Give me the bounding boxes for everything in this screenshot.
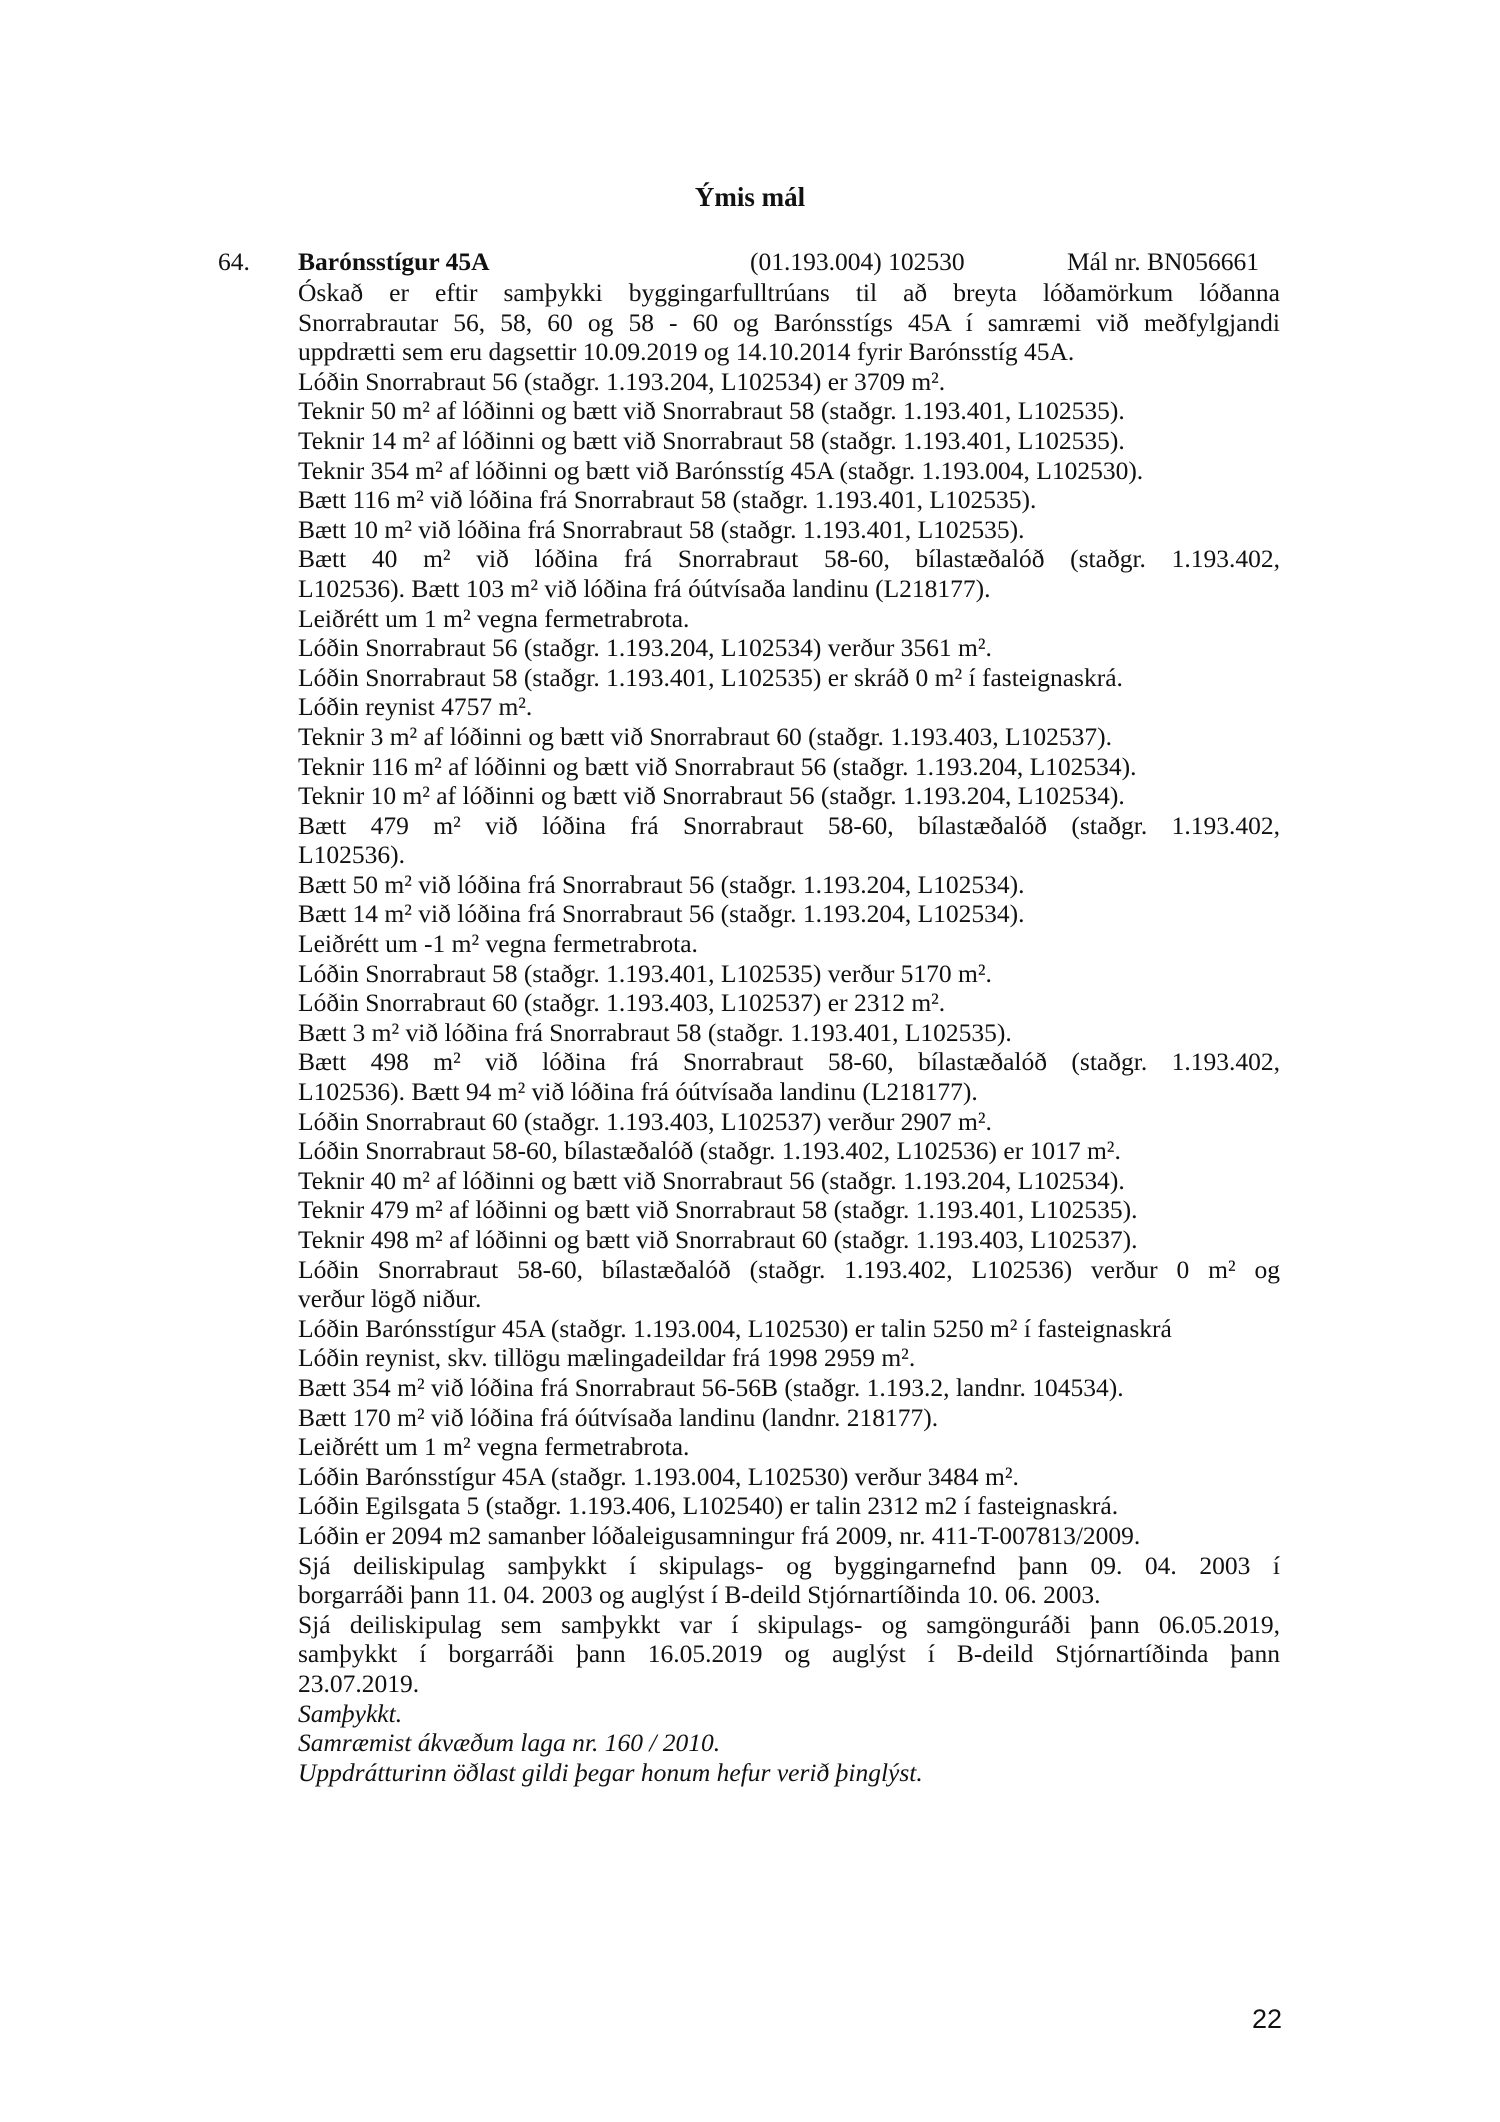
- description-line: borgarráði þann 11. 04. 2003 og auglýst í B-deild Stjórnartíðinda 10. 06. 2003.: [298, 1580, 1101, 1610]
- description-line: Óskað er eftir samþykki byggingarfulltrúans til að breyta lóðamörkum lóðanna: [298, 278, 1280, 307]
- description-line: Bætt 10 m² við lóðina frá Snorrabraut 58 (staðgr. 1.193.401, L102535).: [298, 514, 1025, 544]
- description-line: Snorrabrautar 56, 58, 60 og 58 - 60 og Barónsstígs 45A í samræmi við meðfylgjandi: [298, 307, 1280, 337]
- description-line: verður lögð niður.: [298, 1284, 482, 1314]
- description-line: Lóðin Snorrabraut 58-60, bílastæðalóð (staðgr. 1.193.402, L102536) verður 0 m² og: [298, 1254, 1280, 1284]
- decision-approved: Samþykkt.: [298, 1698, 403, 1728]
- case-land-ids: (01.193.004) 102530: [750, 247, 965, 276]
- case-description: [298, 278, 1280, 1787]
- description-line: L102536). Bætt 94 m² við lóðina frá óútvísaða landinu (L218177).: [298, 1077, 978, 1107]
- description-line: Bætt 479 m² við lóðina frá Snorrabraut 58-60, bílastæðalóð (staðgr. 1.193.402,: [298, 810, 1280, 840]
- description-line: Teknir 116 m² af lóðinni og bætt við Snorrabraut 56 (staðgr. 1.193.204, L102534).: [298, 751, 1137, 781]
- description-line: Bætt 498 m² við lóðina frá Snorrabraut 58-60, bílastæðalóð (staðgr. 1.193.402,: [298, 1047, 1280, 1077]
- description-line: Lóðin Snorrabraut 58 (staðgr. 1.193.401, L102535) er skráð 0 m² í fasteignaskrá.: [298, 662, 1123, 692]
- description-line: Teknir 10 m² af lóðinni og bætt við Snorrabraut 56 (staðgr. 1.193.204, L102534).: [298, 781, 1125, 811]
- description-line: Lóðin Snorrabraut 60 (staðgr. 1.193.403, L102537) verður 2907 m².: [298, 1106, 992, 1136]
- description-line: Leiðrétt um 1 m² vegna fermetrabrota.: [298, 603, 690, 633]
- description-line: Teknir 354 m² af lóðinni og bætt við Barónsstíg 45A (staðgr. 1.193.004, L102530).: [298, 455, 1144, 485]
- description-line: Teknir 479 m² af lóðinni og bætt við Snorrabraut 58 (staðgr. 1.193.401, L102535).: [298, 1195, 1138, 1225]
- description-line: L102536). Bætt 103 m² við lóðina frá óútvísaða landinu (L218177).: [298, 573, 991, 603]
- description-line: Sjá deiliskipulag sem samþykkt var í skipulags- og samgönguráði þann 06.05.2019,: [298, 1609, 1280, 1639]
- section-title: Ýmis mál: [694, 182, 806, 212]
- description-line: Teknir 498 m² af lóðinni og bætt við Snorrabraut 60 (staðgr. 1.193.403, L102537).: [298, 1225, 1138, 1254]
- description-line: samþykkt í borgarráði þann 16.05.2019 og auglýst í B-deild Stjórnartíðinda þann: [298, 1639, 1280, 1669]
- description-line: Sjá deiliskipulag samþykkt í skipulags- og byggingarnefnd þann 09. 04. 2003 í: [298, 1550, 1280, 1580]
- case-file-number: Mál nr. BN056661: [1067, 247, 1259, 276]
- description-line: Lóðin reynist, skv. tillögu mælingadeildar frá 1998 2959 m².: [298, 1343, 916, 1373]
- decision-registration-note: Uppdrátturinn öðlast gildi þegar honum hefur verið þinglýst.: [298, 1757, 923, 1787]
- description-line: Lóðin Snorrabraut 56 (staðgr. 1.193.204, L102534) verður 3561 m².: [298, 633, 992, 663]
- description-line: Bætt 14 m² við lóðina frá Snorrabraut 56 (staðgr. 1.193.204, L102534).: [298, 899, 1025, 929]
- description-line: Bætt 40 m² við lóðina frá Snorrabraut 58-60, bílastæðalóð (staðgr. 1.193.402,: [298, 544, 1280, 574]
- description-line: Lóðin Egilsgata 5 (staðgr. 1.193.406, L102540) er talin 2312 m2 í fasteignaskrá.: [298, 1491, 1119, 1521]
- description-line: Lóðin Barónsstígur 45A (staðgr. 1.193.004, L102530) verður 3484 m².: [298, 1461, 1019, 1491]
- case-number: 64.: [218, 247, 250, 276]
- description-line: Bætt 3 m² við lóðina frá Snorrabraut 58 (staðgr. 1.193.401, L102535).: [298, 1017, 1012, 1047]
- description-line: uppdrætti sem eru dagsettir 10.09.2019 og 14.10.2014 fyrir Barónsstíg 45A.: [298, 337, 1075, 367]
- description-line: Leiðrétt um -1 m² vegna fermetrabrota.: [298, 929, 698, 959]
- case-header: [0, 245, 1500, 278]
- decision-law-reference: Samræmist ákvæðum laga nr. 160 / 2010.: [298, 1728, 721, 1758]
- description-line: Lóðin Snorrabraut 60 (staðgr. 1.193.403, L102537) er 2312 m².: [298, 988, 946, 1018]
- description-line: Teknir 40 m² af lóðinni og bætt við Snorrabraut 56 (staðgr. 1.193.204, L102534).: [298, 1165, 1125, 1195]
- case-address: Barónsstígur 45A: [298, 247, 490, 276]
- description-line: 23.07.2019.: [298, 1668, 420, 1698]
- description-line: Teknir 14 m² af lóðinni og bætt við Snorrabraut 58 (staðgr. 1.193.401, L102535).: [298, 425, 1125, 455]
- description-line: Lóðin Snorrabraut 56 (staðgr. 1.193.204, L102534) er 3709 m².: [298, 366, 946, 396]
- page-number: 22: [1251, 2004, 1282, 2034]
- description-line: Bætt 170 m² við lóðina frá óútvísaða landinu (landnr. 218177).: [298, 1402, 939, 1432]
- description-line: Bætt 50 m² við lóðina frá Snorrabraut 56 (staðgr. 1.193.204, L102534).: [298, 869, 1025, 899]
- description-line: Lóðin Snorrabraut 58-60, bílastæðalóð (staðgr. 1.193.402, L102536) er 1017 m².: [298, 1136, 1121, 1166]
- description-line: Bætt 116 m² við lóðina frá Snorrabraut 58 (staðgr. 1.193.401, L102535).: [298, 485, 1037, 515]
- description-line: L102536).: [298, 840, 405, 870]
- description-line: Lóðin reynist 4757 m².: [298, 692, 533, 722]
- description-line: Teknir 3 m² af lóðinni og bætt við Snorrabraut 60 (staðgr. 1.193.403, L102537).: [298, 721, 1112, 751]
- description-line: Bætt 354 m² við lóðina frá Snorrabraut 56-56B (staðgr. 1.193.2, landnr. 104534).: [298, 1372, 1124, 1402]
- description-line: Leiðrétt um 1 m² vegna fermetrabrota.: [298, 1432, 690, 1462]
- description-line: Teknir 50 m² af lóðinni og bætt við Snorrabraut 58 (staðgr. 1.193.401, L102535).: [298, 396, 1125, 426]
- description-line: Lóðin er 2094 m2 samanber lóðaleigusamningur frá 2009, nr. 411-T-007813/2009.: [298, 1520, 1141, 1550]
- description-line: Lóðin Snorrabraut 58 (staðgr. 1.193.401, L102535) verður 5170 m².: [298, 958, 992, 988]
- description-line: Lóðin Barónsstígur 45A (staðgr. 1.193.004, L102530) er talin 5250 m² í fasteignaskrá: [298, 1313, 1172, 1343]
